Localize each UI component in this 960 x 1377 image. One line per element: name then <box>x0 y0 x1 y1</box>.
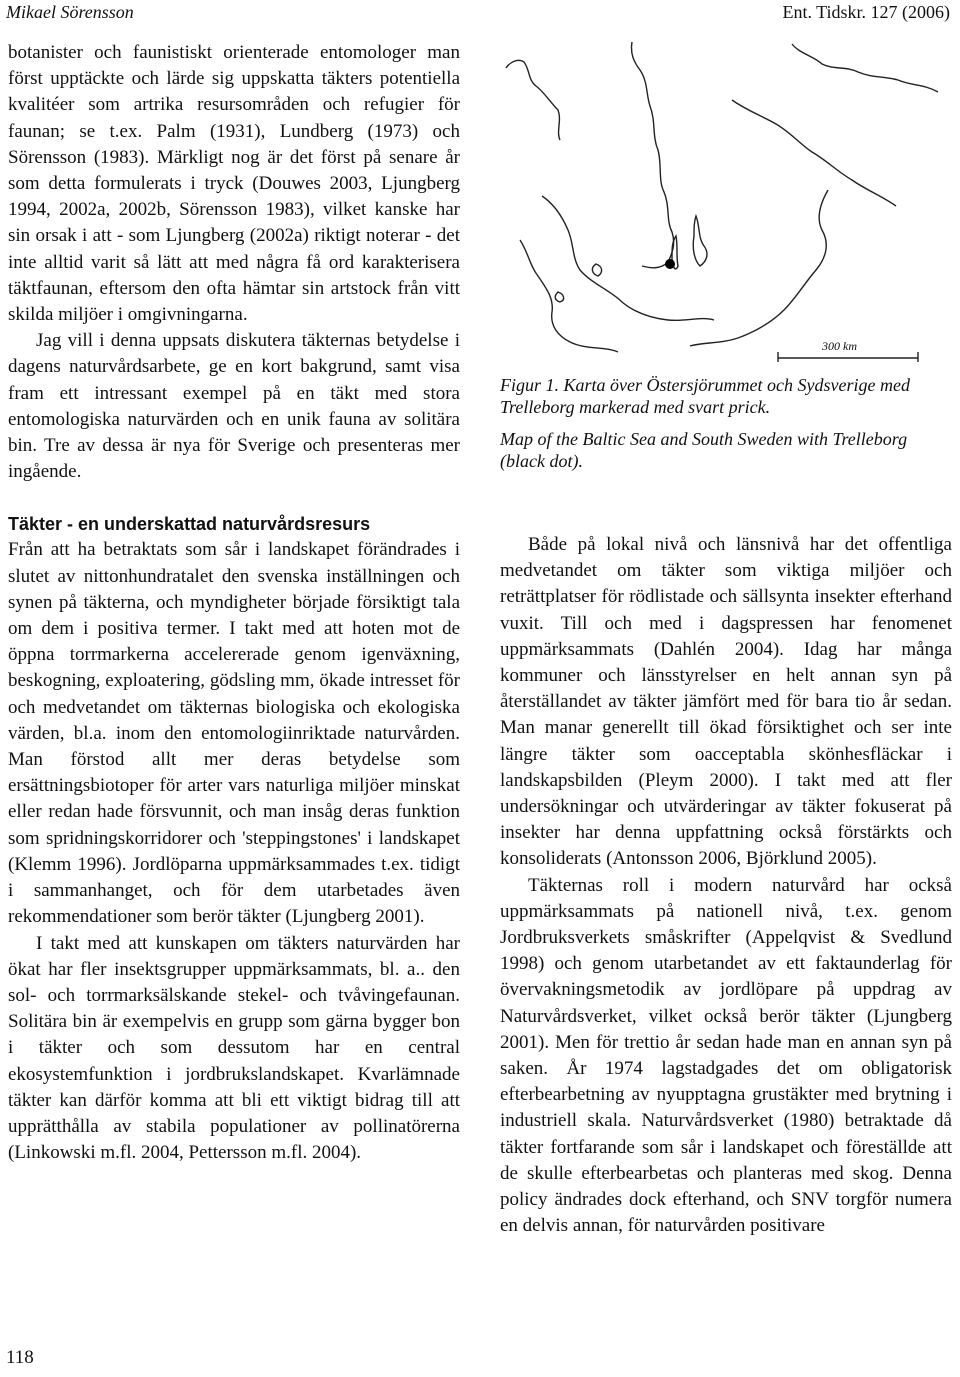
baltic-map-figure <box>500 40 954 370</box>
running-header-journal: Ent. Tidskr. 127 (2006) <box>782 2 950 22</box>
page-number: 118 <box>6 1347 34 1368</box>
paragraph: Både på lokal nivå och länsnivå har det offentliga medvetandet om täkter som viktiga miljöer och reträttplatser för rödlistade och sällsynta insekter efterhand vuxit. Till och med i dagspressen har fenomenet uppmärksammats (Dahlén 2004). Idag har många kommuner och länsstyrelser en helt annan syn på återställandet av täkter jämfört med för bara tio år sedan. Man manar generellt till ökad försiktighet och ser inte längre täkter som oacceptabla skönhesfläckar i landskapsbilden (Pleym 2000). I takt med att fler undersökningar och utvärderingar av täkter fokuserat på insekter har denna uppfattning också förstärkts och konsoliderats (Antonsson 2006, Björklund 2005). <box>500 534 952 870</box>
scale-label: 300 km <box>822 339 857 353</box>
trelleborg-dot-marker <box>665 259 675 269</box>
running-header-author: Mikael Sörensson <box>6 2 134 22</box>
paragraph: Från att ha betraktats som sår i landskapet förändrades i slutet av nittonhundratalet den svenska inställningen och synen på täkterna, och myndigheter började försiktigt tala om dem i positiva termer. I takt med att hoten mot de öppna torrmarkerna accelererade genom igenväxning, beskogning, exploatering, gödsling mm, ökade intresset för och medvetandet om täkternas biologiska och ekologiska värden, bl.a. inom den entomologiinriktade naturvården. Man förstod allt mer deras betydelse som ersättningsbiotoper för arter vars naturliga miljöer minskat eller redan hade försvunnit, och man insåg deras funktion som spridningskorridorer och 'steppingstones' i landskapet (Klemm 1996). Jordlöparna uppmärksammades t.ex. tidigt i sammanhanget, och för dem utarbetades även rekommendationer som berör täkter (Ljungberg 2001). <box>8 539 460 928</box>
paragraph: Täkternas roll i modern naturvård har också uppmärksammats på nationell nivå, t.ex. genom Jordbruksverkets småskrifter (Appelqvist & Svedlund 1998) och genom utarbetandet av ett faktaunderlag för övervakningsmetodik av jordlöpare på uppdrag av Naturvårdsverket, vilket också berör täkter (Ljungberg 2001). Men för trettio år sedan hade man en annan syn på saken. År 1974 lagstadgades det om obligatorisk efterbearbetning av nyupptagna grustäkter med brytning i industriell skala. Naturvårdsverket (1980) betraktade då täkter fortfarande som sår i landskapet och föreställde att de skulle efterbearbetas och planteras med skog. Denna policy ändrades dock efterhand, och SNV torgför numera en delvis annan, för naturvården positivare <box>500 874 952 1237</box>
coastline-outline <box>506 42 938 352</box>
paragraph: I takt med att kunskapen om täkters naturvärden har ökat har fler insektsgrupper uppmärksammats, bl. a.. den sol- och torrmarksälskande stekel- och tvåvingefaunan. Solitära bin är exempelvis en grupp som gärna bygger bon i täkter och som dessutom har en central ekosystemfunktion i jordbrukslandskapet. Kvarlämnade täkter kan därför komma att bli ett viktigt bidrag till att upprätthålla av stabila populationer av pollinatörerna (Linkowski m.fl. 2004, Pettersson m.fl. 2004). <box>8 932 460 1164</box>
figure-caption-swedish: Figur 1. Karta över Östersjörummet och Sydsverige med Trelleborg markerad med svart prick. <box>500 375 910 417</box>
figure-caption-english: Map of the Baltic Sea and South Sweden with Trelleborg (black dot). <box>500 429 908 471</box>
section-heading: Täkter - en underskattad naturvårdsresurs <box>8 514 371 535</box>
paragraph: Jag vill i denna uppsats diskutera täkternas betydelse i dagens naturvårdsarbete, ge en kort bakgrund, samt visa fram ett intressant exempel på en täkt med stora entomologiska naturvärden och en unik fauna av solitära bin. Tre av dessa är nya för Sverige och presenteras mer ingående. <box>8 330 460 483</box>
left-column <box>8 40 460 1166</box>
paragraph: botanister och faunistiskt orienterade entomologer man först upptäckte och lärde sig uppskatta täkters potentiella kvalitéer som artrika resursområden och refugier för faunan; se t.ex. Palm (1931), Lundberg (1973) och Sörensson (1983). Märkligt nog är det först på senare år som detta formulerats i tryck (Douwes 2003, Ljungberg 1994, 2002a, 2002b, Sörensson 1983), vilket kanske har sin orsak i att - som Ljungberg (2002a) riktigt noterar - det inte alltid varit så lätt att med några få ord karakterisera täktfaunan, eftersom den ofta hämtar sin artstock från vitt skilda miljöer i omgivningarna. <box>8 42 460 326</box>
right-column <box>500 532 952 1239</box>
